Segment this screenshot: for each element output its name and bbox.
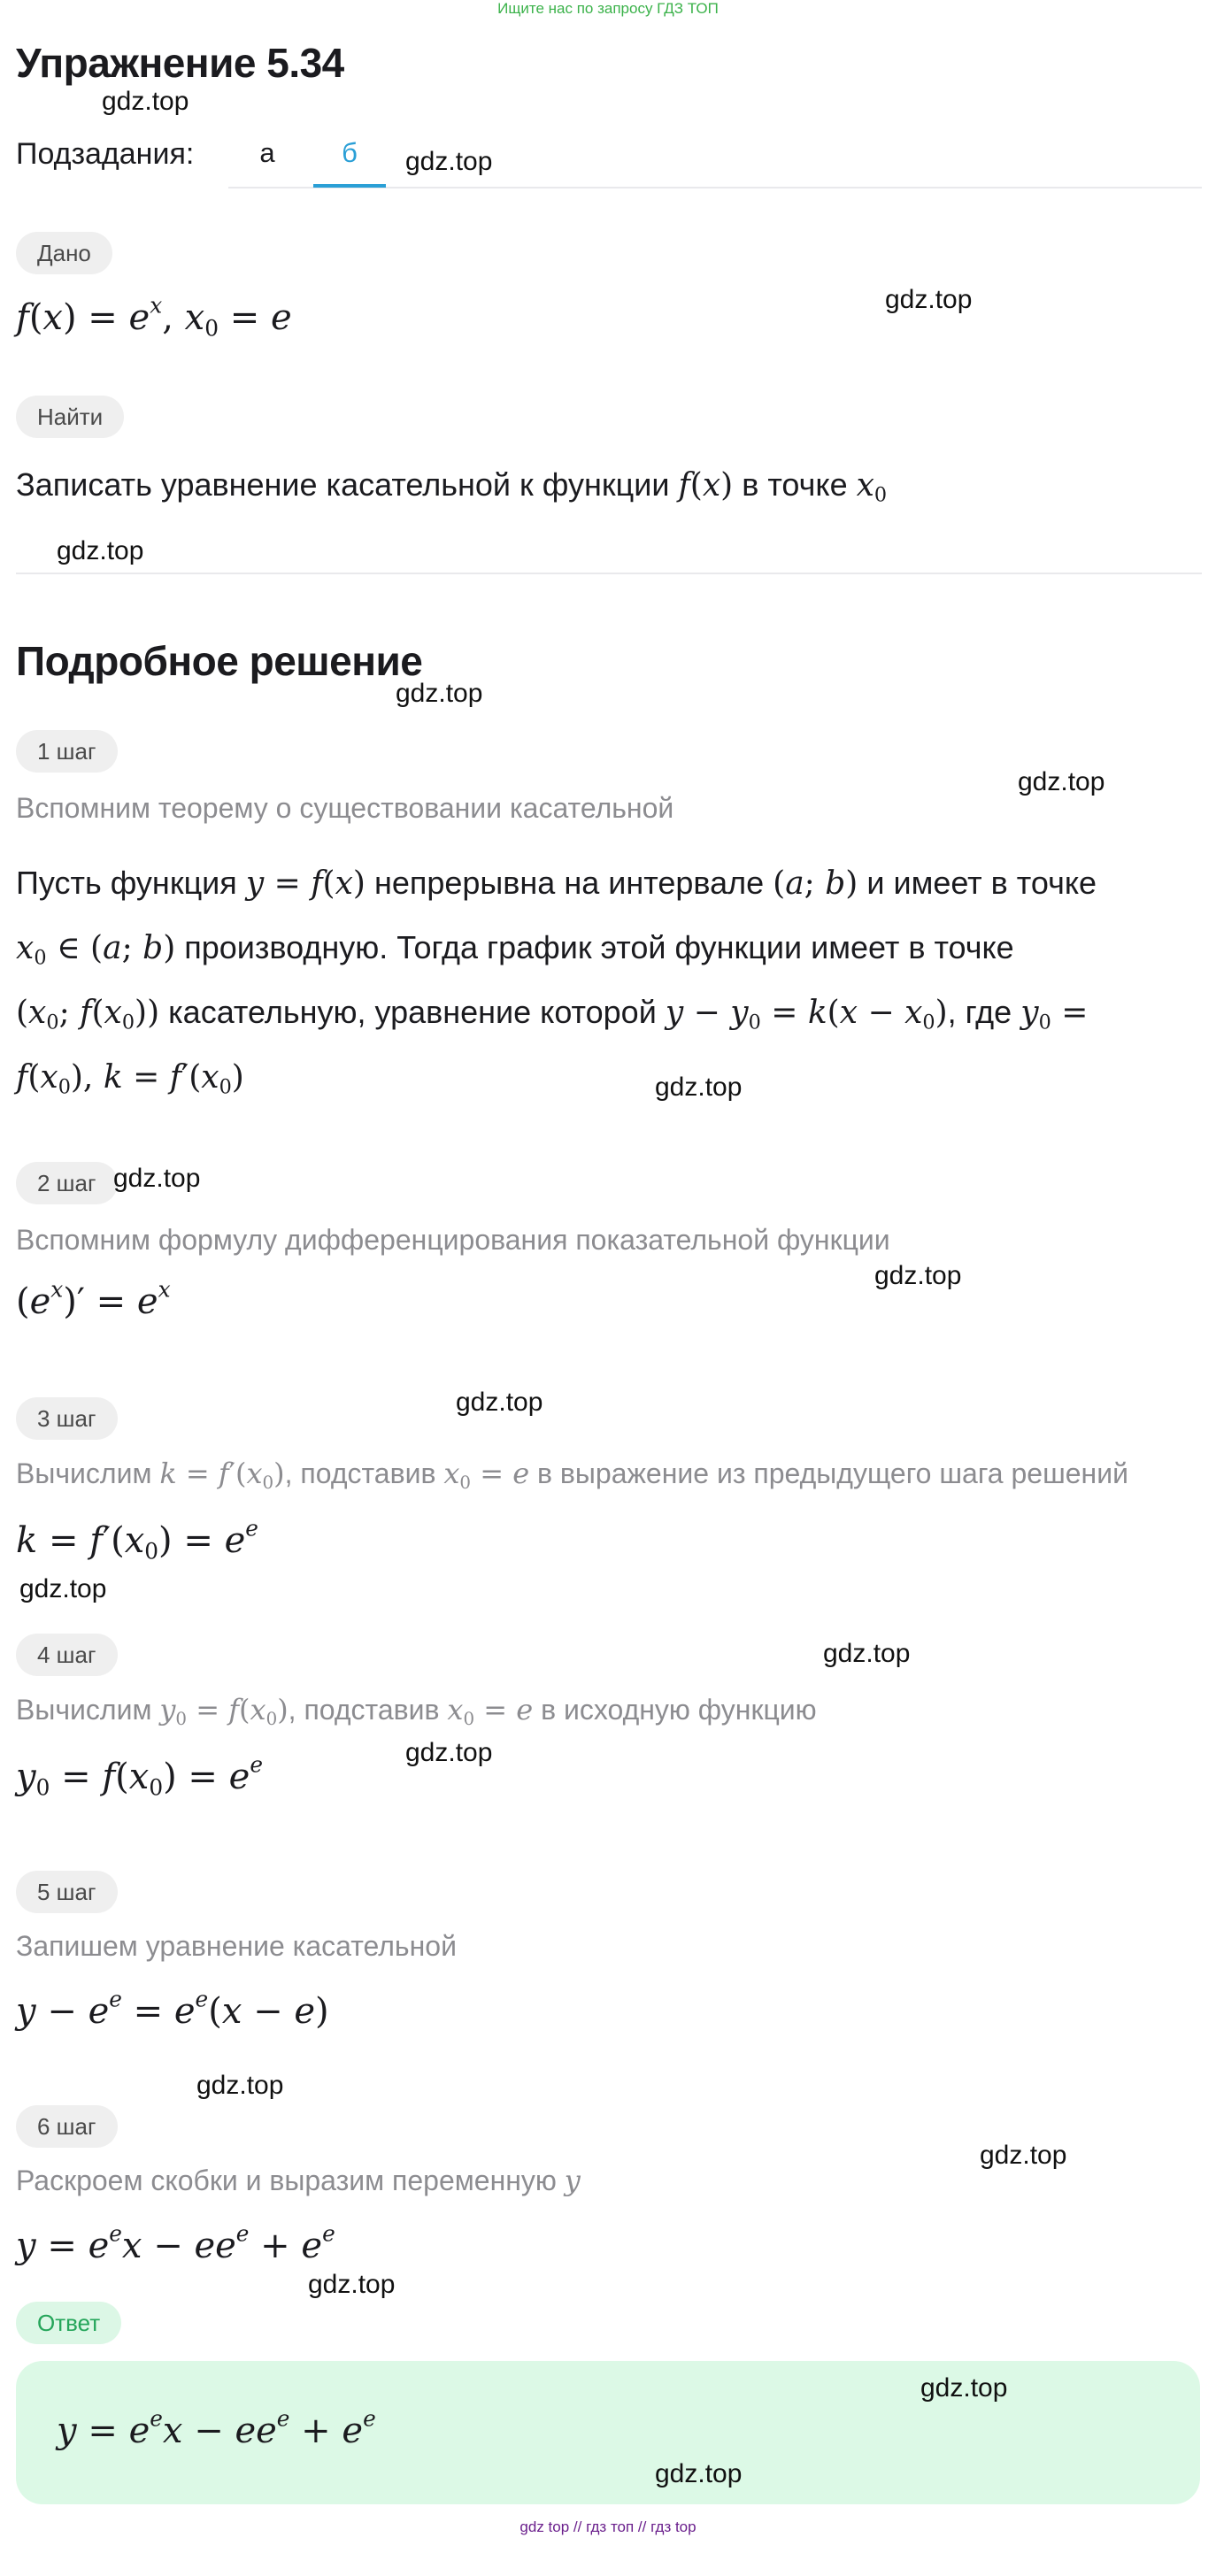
watermark: gdz.top [980,2141,1067,2170]
step6-pill: 6 шаг [16,2105,118,2148]
page-title: Упражнение 5.34 [16,40,344,86]
solution-title: Подробное решение [16,638,423,684]
step2-pill: 2 шаг [16,1162,118,1204]
step5-pill: 5 шаг [16,1871,118,1913]
step3-hint: Вычислим $k = f'(x_0)$, подставив $x_0 = e$ в выражение из предыдущего шага решений [16,1457,1128,1493]
step1-hint: Вспомним теорему о существовании касательной [16,792,674,824]
watermark: gdz.top [102,87,189,116]
step2-formula: $(e^x)' = e^x$ [16,1276,171,1322]
find-pill: Найти [16,396,124,438]
step4-pill: 4 шаг [16,1634,118,1676]
tab-a[interactable]: а [259,137,275,168]
watermark: gdz.top [196,2071,284,2100]
watermark: gdz.top [655,2459,743,2488]
step1-pill: 1 шаг [16,730,118,773]
answer-pill: Ответ [16,2302,121,2344]
watermark: gdz.top [57,536,144,565]
top-banner: Ищите нас по запросу ГДЗ ТОП [497,0,719,17]
step5-hint: Запишем уравнение касательной [16,1930,457,1962]
watermark: gdz.top [113,1164,201,1193]
step1-body: Пусть функция y = f(x) непрерывна на интервале (a; b) и имеет в точке $x_0$ ∈ (a; b) производную. Тогда график этой функции имеет в точке ($x_0$; $f(x_0)$) касательную, уравнение которой $y - y_0 = k(x - x_0)$, где $y_0$ = $f(x_0)$, $k = f'(x_0)$ [16,865,1097,1099]
step3-formula: $k = f'(x_0) = e^e$ [16,1515,258,1565]
watermark: gdz.top [405,147,493,176]
given-pill: Дано [16,232,112,274]
step4-formula: $y_0 = f(x_0) = e^e$ [16,1751,264,1801]
given-formula: $f(x) = e^x$, $x_0 = e$ [16,292,292,342]
tab-b[interactable]: б [342,137,358,168]
watermark: gdz.top [456,1388,543,1417]
section-divider [16,573,1202,574]
step5-formula: $y - e^e = e^e(x - e)$ [16,1986,329,2032]
watermark: gdz.top [1018,767,1105,796]
step4-hint: Вычислим $y_0 = f(x_0)$, подставив $x_0 = e$ в исходную функцию [16,1693,817,1729]
step6-hint: Раскроем скобки и выразим переменную y [16,2164,581,2197]
watermark: gdz.top [19,1574,107,1603]
tab-active-underline [313,184,386,188]
footer-links[interactable]: gdz top // гдз топ // гдз top [519,2518,697,2535]
watermark: gdz.top [885,285,973,314]
step2-hint: Вспомним формулу дифференцирования показательной функции [16,1224,890,1256]
find-text: Записать уравнение касательной к функции f(x) в точке $x_0$ [16,466,888,507]
subtasks-label: Подзадания: [16,137,195,171]
watermark: gdz.top [874,1261,962,1290]
watermark: gdz.top [920,2373,1008,2403]
watermark: gdz.top [655,1073,743,1102]
watermark: gdz.top [823,1639,911,1668]
answer-formula: $y = e^ex - ee^e + e^e$ [57,2405,376,2451]
watermark: gdz.top [308,2270,396,2299]
watermark: gdz.top [396,679,483,708]
step3-pill: 3 шаг [16,1397,118,1440]
watermark: gdz.top [405,1738,493,1767]
step6-formula: $y = e^ex - ee^e + e^e$ [16,2220,335,2266]
